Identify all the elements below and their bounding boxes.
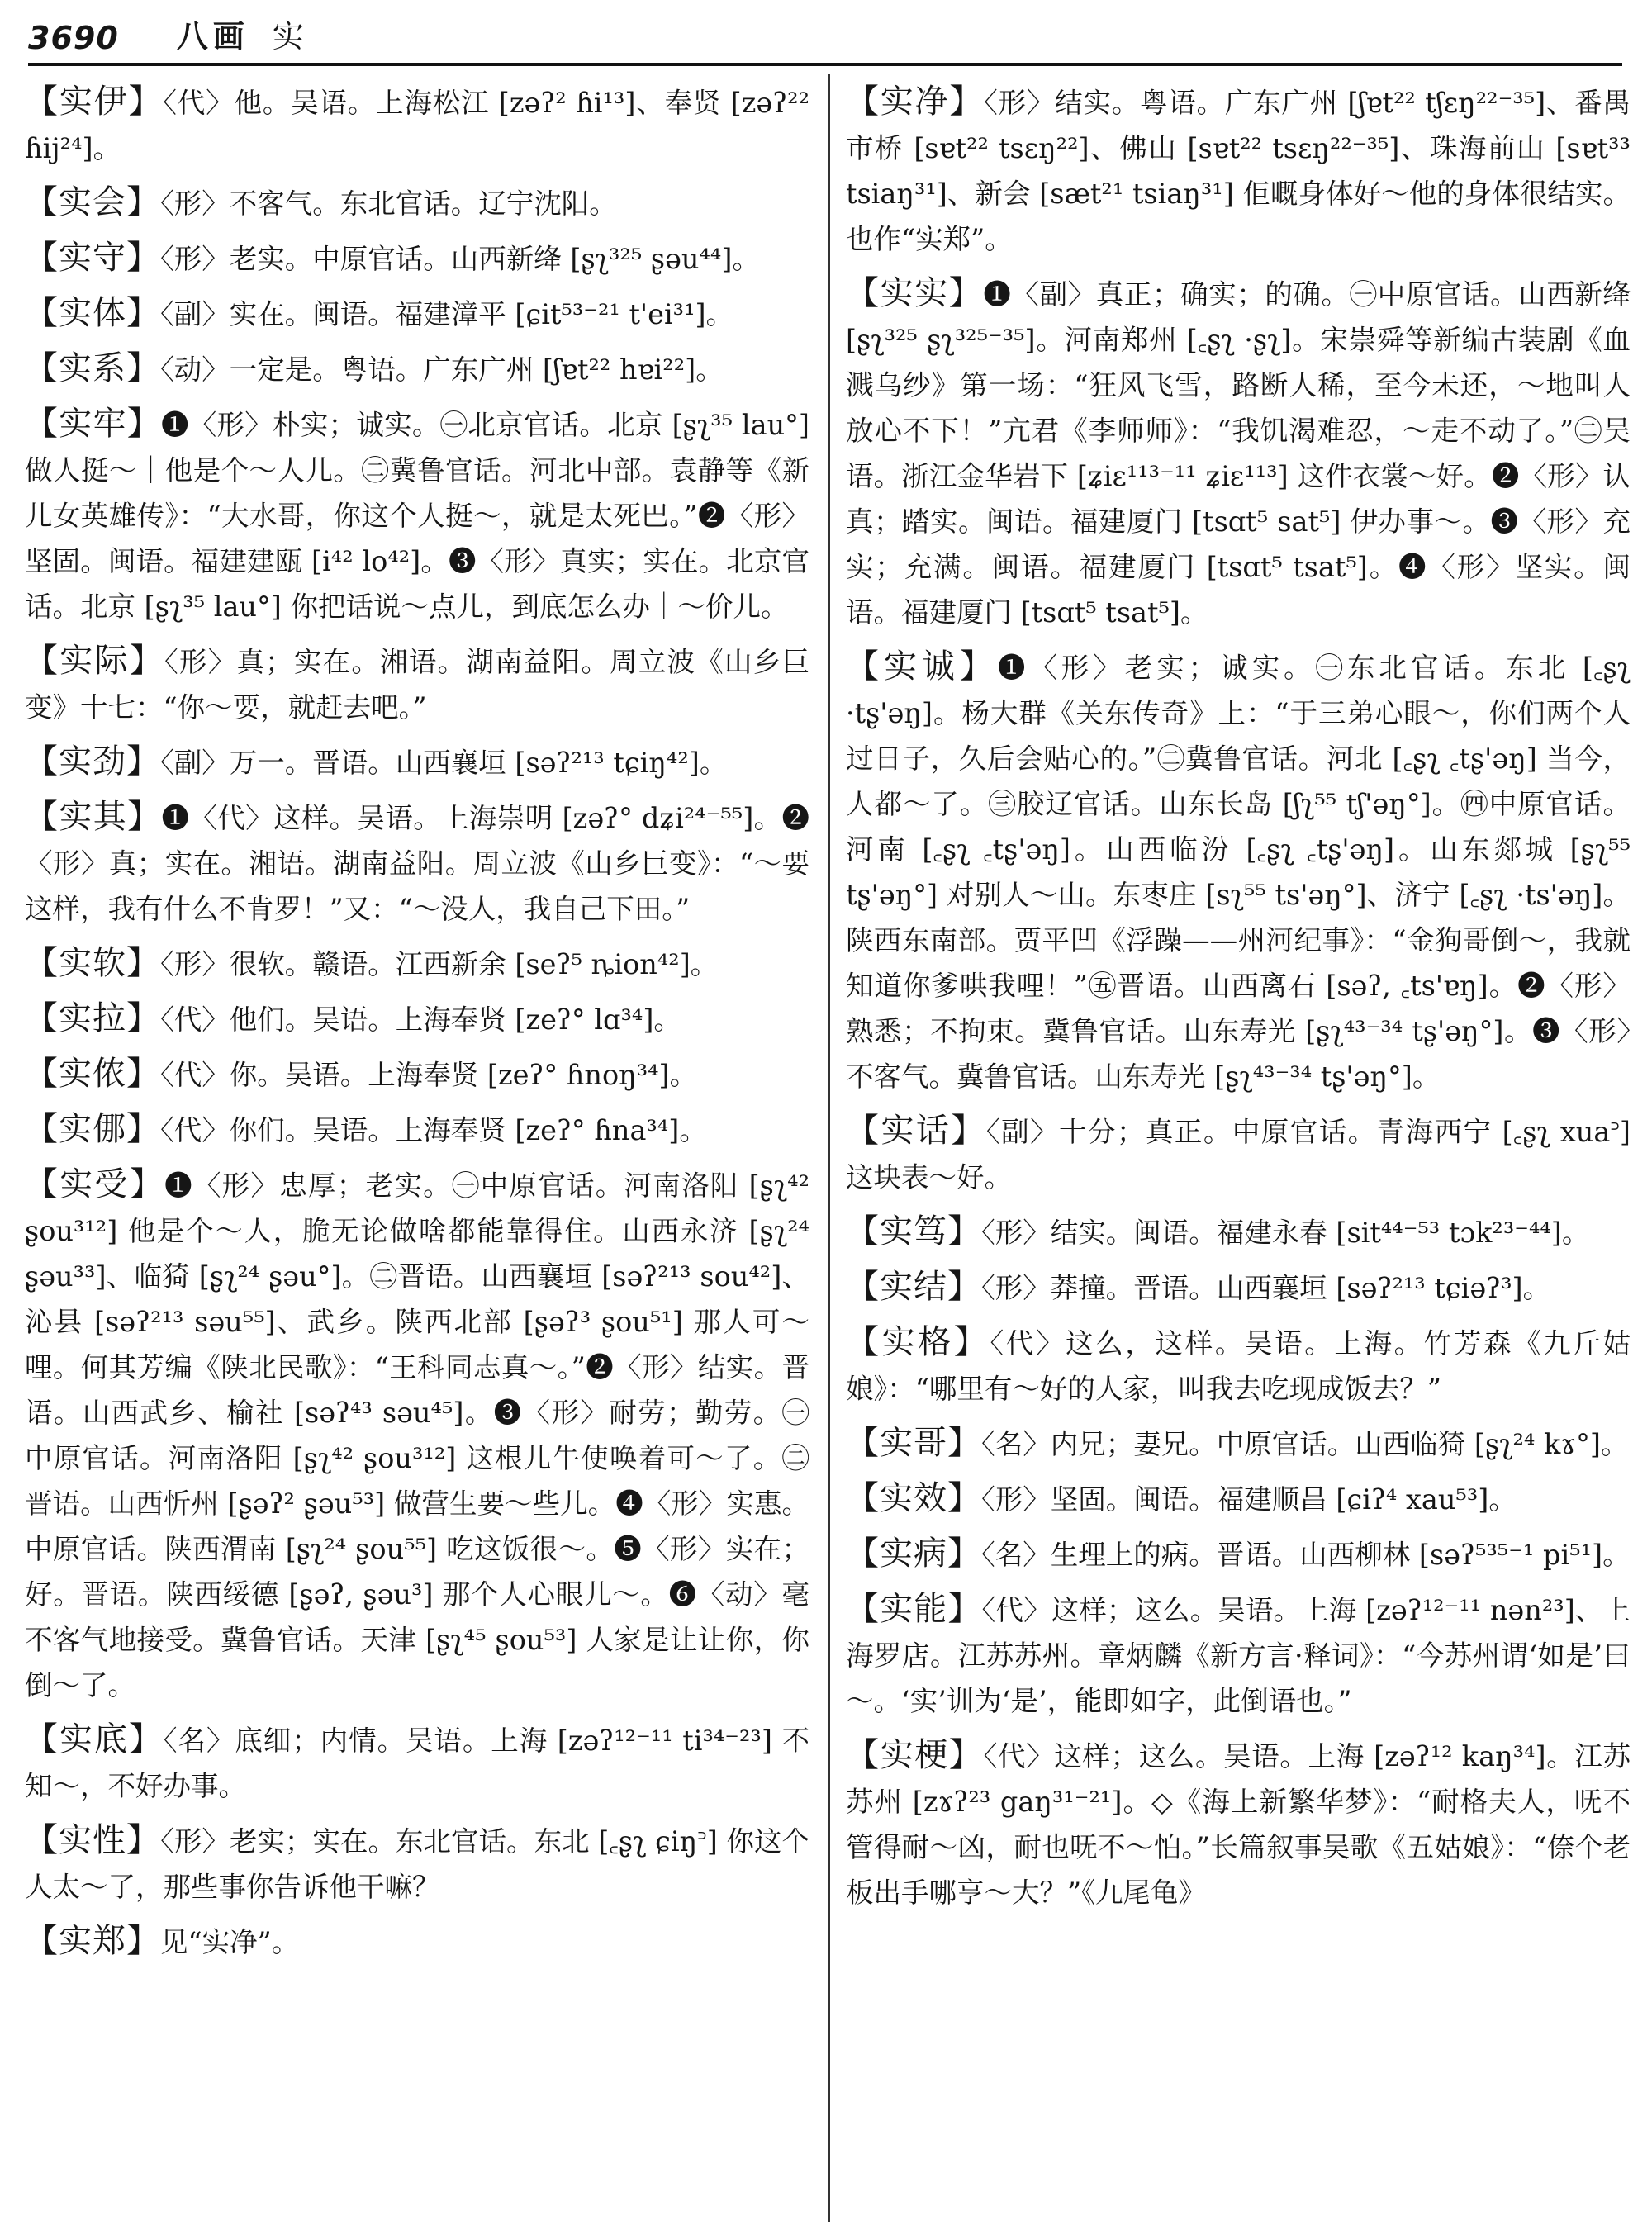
page-number: 3690 — [28, 20, 119, 56]
entry-headword: 【实效】 — [846, 1479, 981, 1517]
entry-headword: 【实体】 — [25, 294, 160, 332]
entry — [25, 996, 809, 1042]
entry — [25, 1051, 809, 1098]
entry-headword: 【实软】 — [25, 944, 160, 982]
entry-headword: 【实实】 — [846, 274, 984, 312]
entry — [25, 638, 809, 730]
entry — [846, 1587, 1631, 1724]
entry-headword: 【实㑚】 — [25, 1110, 160, 1148]
entry — [25, 1162, 809, 1708]
entry — [846, 1264, 1631, 1311]
entry-headword: 【实病】 — [846, 1535, 981, 1573]
entry-body: 〈形〉老实。中原官话。山西新绛 [ʂʅ³²⁵ ʂəu⁴⁴]。 — [160, 243, 760, 275]
entry-body: 〈形〉莽撞。晋语。山西襄垣 [səʔ²¹³ tɕiəʔ³]。 — [981, 1272, 1551, 1304]
entry — [846, 271, 1631, 635]
entry — [846, 1209, 1631, 1255]
entry — [25, 401, 809, 629]
entry-headword: 【实其】 — [25, 798, 162, 836]
left-column — [25, 79, 809, 2225]
entry-headword: 【实劲】 — [25, 743, 160, 780]
entry-body: 〈代〉他。吴语。上海松江 [zəʔ² ɦi¹³]、奉贤 [zəʔ²² ɦij²⁴]。 — [25, 87, 809, 164]
entry-headword: 【实性】 — [25, 1821, 161, 1859]
entry-body: 〈代〉这样；这么。吴语。上海 [zəʔ¹² kaŋ³⁴]。江苏苏州 [zɤʔ²³ gaŋ³¹⁻²¹]。◇《海上新繁华梦》：“耐格夫人，呒不管得耐～凶，耐也呒不～怕。”长篇叙事吴歌《五姑娘》：“倷个老板出手哪亨～大？”《九尾龟》 — [846, 1740, 1631, 1909]
entry-body: 〈代〉你们。吴语。上海奉贤 [zeʔ° ɦna³⁴]。 — [160, 1114, 707, 1146]
entry-headword: 【实际】 — [25, 642, 164, 680]
entry-headword: 【实哥】 — [846, 1424, 981, 1462]
entry-headword: 【实能】 — [846, 1590, 982, 1628]
entry-headword: 【实笃】 — [846, 1212, 981, 1250]
entry — [846, 79, 1631, 262]
entry-headword: 【实诚】 — [846, 648, 998, 686]
entry-body: ❶〈代〉这样。吴语。上海崇明 [zəʔ° dʑi²⁴⁻⁵⁵]。❷〈形〉真；实在。湘语。湖南益阳。周立波《山乡巨变》：“～要这样，我有什么不肯罗！”又：“～没人，我自己下田。” — [25, 802, 809, 925]
entry-headword: 【实伊】 — [25, 83, 164, 121]
entry — [25, 795, 809, 932]
entry-body: ❶〈形〉老实；诚实。㊀东北官话。东北 [꜀ʂʅ ·tʂ'əŋ]。杨大群《关东传奇》上：“于三弟心眼～，你们两个人过日子，久后会贴心的。”㊁冀鲁官话。河北 [꜀ʂʅ ꜀tʂ'əŋ] 当今，人都～了。㊂胶辽官话。山东长岛 [ʃʅ⁵⁵ tʃ'əŋ°]。㊃中原官话。河南 [꜀ʂʅ ꜀tʂ'əŋ]。山西临汾 [꜀ʂʅ ꜀tʂ'əŋ]。山东郯城 [ʂʅ⁵⁵ tʂ'əŋ°] 对别人～山。东枣庄 [sʅ⁵⁵ ts'əŋ°]、济宁 [꜀ʂʅ ·ts'əŋ]。陕西东南部。贾平凹《浮躁——州河纪事》：“金狗哥倒～，我就知道你爹哄我哩！”㊄晋语。山西离石 [səʔ, ꜀ts'ɐŋ]。❷〈形〉熟悉；不拘束。冀鲁官话。山东寿光 [ʂʅ⁴³⁻³⁴ tʂ'əŋ°]。❸〈形〉不客气。冀鲁官话。山东寿光 [ʂʅ⁴³⁻³⁴ tʂ'əŋ°]。 — [846, 652, 1631, 1093]
entry-headword: 【实净】 — [846, 83, 985, 121]
entry-headword: 【实守】 — [25, 239, 160, 277]
entry — [846, 1421, 1631, 1467]
entry-body: 〈副〉万一。晋语。山西襄垣 [səʔ²¹³ tɕiŋ⁴²]。 — [160, 747, 728, 779]
entry-body: 〈形〉结实。粤语。广东广州 [ʃɐt²² tʃɛŋ²²⁻³⁵]、番禺市桥 [sɐt²² tsɛŋ²²]、佛山 [sɐt²² tsɛŋ²²⁻³⁵]、珠海前山 [sɐt³³ tsiaŋ³¹]、新会 [sæt²¹ tsiaŋ³¹] 佢嘅身体好～他的身体很结实。也作“实郑”。 — [846, 87, 1631, 255]
entry-body: 〈形〉坚固。闽语。福建顺昌 [ɕiʔ⁴ xau⁵³]。 — [981, 1483, 1517, 1516]
entry — [25, 1818, 809, 1910]
entry-body: 〈形〉不客气。东北官话。辽宁沈阳。 — [160, 187, 617, 220]
entry-body: 见“实净”。 — [160, 1926, 300, 1958]
entry — [25, 941, 809, 987]
entry — [25, 291, 809, 337]
entry — [846, 1108, 1631, 1200]
entry-body: 〈代〉这样；这么。吴语。上海 [zəʔ¹²⁻¹¹ nən²³]、上海罗店。江苏苏州。章炳麟《新方言·释词》：“今苏州谓‘如是’曰～。‘实’训为‘是’，能即如字，此倒语也。” — [846, 1594, 1631, 1717]
entry-headword: 【实侬】 — [25, 1055, 160, 1093]
entry-body: 〈副〉十分；真正。中原官话。青海西宁 [꜀ʂʅ xua꜄] 这块表～好。 — [846, 1116, 1631, 1193]
entry — [25, 739, 809, 785]
entry-body: 〈形〉很软。赣语。江西新余 [seʔ⁵ ȵion⁴²]。 — [160, 948, 719, 980]
entry — [25, 180, 809, 226]
entry-headword: 【实牢】 — [25, 405, 162, 443]
entry — [25, 235, 809, 282]
entry — [846, 1320, 1631, 1412]
entry-headword: 【实话】 — [846, 1112, 986, 1150]
entry-body: 〈名〉底细；内情。吴语。上海 [zəʔ¹²⁻¹¹ ti³⁴⁻²³] 不知～，不好办事。 — [25, 1725, 809, 1802]
section-title: 八画 — [176, 17, 249, 55]
entry-body: ❶〈形〉朴实；诚实。㊀北京官话。北京 [ʂʅ³⁵ lau°] 做人挺～｜他是个～人儿。㊁冀鲁官话。河北中部。袁静等《新儿女英雄传》：“大水哥，你这个人挺～，就是太死巴。”❷〈形〉坚固。闽语。福建建瓯 [i⁴² lo⁴²]。❸〈形〉真实；实在。北京官话。北京 [ʂʅ³⁵ lau°] 你把话说～点儿，到底怎么办｜～价儿。 — [25, 409, 809, 623]
entry — [846, 1476, 1631, 1522]
entry — [25, 346, 809, 392]
entry — [25, 79, 809, 171]
entry — [25, 1717, 809, 1809]
entry-headword: 【实受】 — [25, 1165, 165, 1203]
column-divider — [828, 74, 830, 2222]
entry — [25, 1919, 809, 1965]
entry-headword: 【实梗】 — [846, 1736, 984, 1774]
entry-body: 〈形〉真；实在。湘语。湖南益阳。周立波《山乡巨变》十七：“你～要，就赶去吧。” — [25, 646, 809, 724]
entry — [25, 1107, 809, 1153]
entry — [846, 1733, 1631, 1915]
page-header — [28, 12, 1622, 66]
right-column — [846, 79, 1631, 2225]
entry-body: ❶〈形〉忠厚；老实。㊀中原官话。河南洛阳 [ʂʅ⁴² ʂou³¹²] 他是个～人，脆无论做啥都能靠得住。山西永济 [ʂʅ²⁴ ʂəu³³]、临猗 [ʂʅ²⁴ ʂəu°]。㊁晋语。山西襄垣 [səʔ²¹³ sou⁴²]、沁县 [səʔ²¹³ səu⁵⁵]、武乡。陕西北部 [ʂəʔ³ ʂou⁵¹] 那人可～哩。何其芳编《陕北民歌》：“王科同志真～。”❷〈形〉结实。晋语。山西武乡、榆社 [səʔ⁴³ səu⁴⁵]。❸〈形〉耐劳；勤劳。㊀中原官话。河南洛阳 [ʂʅ⁴² ʂou³¹²] 这根儿牛使唤着可～了。㊁晋语。山西忻州 [ʂəʔ² ʂəu⁵³] 做营生要～些儿。❹〈形〉实惠。中原官话。陕西渭南 [ʂʅ²⁴ ʂou⁵⁵] 吃这饭很～。❺〈形〉实在；好。晋语。陕西绥德 [ʂəʔ, ʂəu³] 那个人心眼儿～。❻〈动〉毫不客气地接受。冀鲁官话。天津 [ʂʅ⁴⁵ ʂou⁵³] 人家是让让你，你倒～了。 — [25, 1170, 809, 1701]
entry — [846, 644, 1631, 1099]
entry-headword: 【实格】 — [846, 1323, 990, 1361]
entry-body: 〈代〉他们。吴语。上海奉贤 [zeʔ° lɑ³⁴]。 — [160, 1004, 681, 1036]
entry-headword: 【实系】 — [25, 349, 160, 387]
entry-headword: 【实拉】 — [25, 999, 160, 1037]
entry-body: ❶〈副〉真正；确实；的确。㊀中原官话。山西新绛 [ʂʅ³²⁵ ʂʅ³²⁵⁻³⁵]。河南郑州 [꜀ʂʅ ·ʂʅ]。宋崇舜等新编古装剧《血溅乌纱》第一场：“狂风飞雪，路断人稀，至今未还，～地叫人放心不下！”亢君《李师师》：“我饥渴难忍，～走不动了。”㊁吴语。浙江金华岩下 [ʑiɛ¹¹³⁻¹¹ ʑiɛ¹¹³] 这件衣裳～好。❷〈形〉认真；踏实。闽语。福建厦门 [tsɑt⁵ sat⁵] 伊办事～。❸〈形〉充实；充满。闽语。福建厦门 [tsɑt⁵ tsat⁵]。❹〈形〉坚实。闽语。福建厦门 [tsɑt⁵ tsat⁵]。 — [846, 278, 1631, 629]
entry-headword: 【实结】 — [846, 1268, 981, 1306]
entry-headword: 【实郑】 — [25, 1922, 160, 1960]
entry-body: 〈形〉老实；实在。东北官话。东北 [꜀ʂʅ ɕiŋ꜄] 你这个人太～了，那些事你告诉他干嘛？ — [25, 1825, 809, 1903]
entry-body: 〈代〉这么，这样。吴语。上海。竹芳森《九斤姑娘》：“哪里有～好的人家，叫我去吃现成饭去？” — [846, 1327, 1631, 1405]
entry — [846, 1531, 1631, 1578]
entry-body: 〈动〉一定是。粤语。广东广州 [ʃɐt²² hɐi²²]。 — [160, 353, 724, 386]
entry-body: 〈名〉生理上的病。晋语。山西柳林 [səʔ⁵³⁵⁻¹ pi⁵¹]。 — [981, 1539, 1631, 1571]
entry-headword: 【实底】 — [25, 1720, 164, 1758]
entry-headword: 【实会】 — [25, 183, 160, 221]
head-character: 实 — [272, 18, 304, 55]
entry-body: 〈名〉内兄；妻兄。中原官话。山西临猗 [ʂʅ²⁴ kɤ°]。 — [981, 1428, 1629, 1460]
entry-body: 〈副〉实在。闽语。福建漳平 [ɕit⁵³⁻²¹ t'ei³¹]。 — [160, 298, 734, 330]
entry-body: 〈代〉你。吴语。上海奉贤 [zeʔ° ɦnoŋ³⁴]。 — [160, 1059, 698, 1091]
entry-body: 〈形〉结实。闽语。福建永春 [sit⁴⁴⁻⁵³ tɔk²³⁻⁴⁴]。 — [981, 1217, 1590, 1249]
